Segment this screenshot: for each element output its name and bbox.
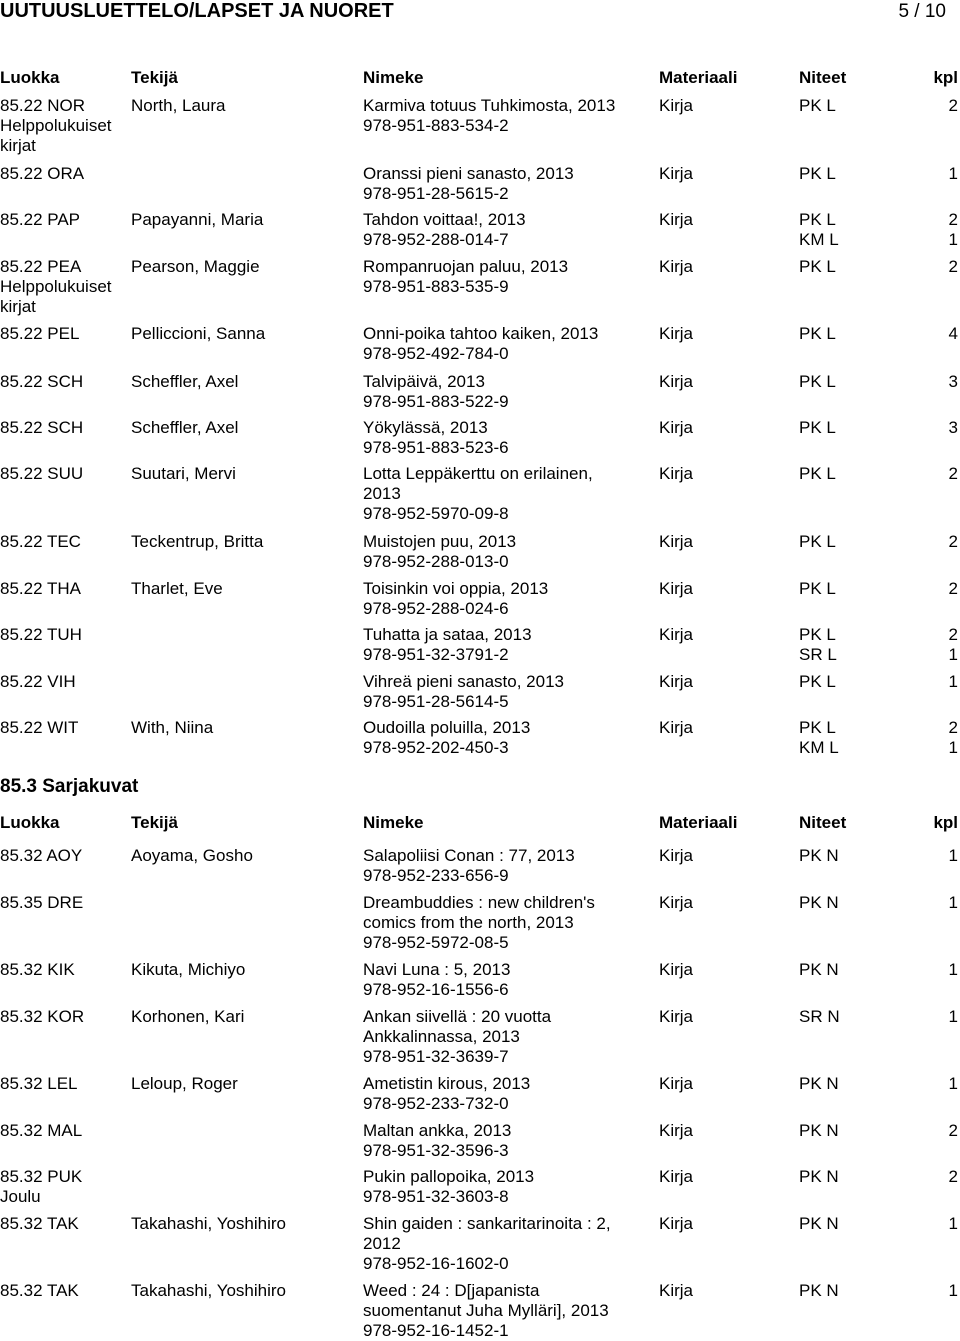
cell-nimeke [363,846,653,886]
cell-niteet [799,718,839,758]
cell-niteet [799,1281,839,1301]
cell-materiaali: Kirja [659,1007,694,1026]
nimeke-line: 978-951-32-3603-8 [363,1187,509,1206]
cell-luokka [0,1121,126,1141]
luokka-line: 85.32 TAK [0,1214,79,1233]
luokka-line: kirjat [0,297,36,316]
nimeke-line: 978-951-28-5614-5 [363,692,509,711]
luokka-line: 85.22 ORA [0,164,85,183]
cell-luokka [0,464,126,484]
cell-kpl [949,257,958,277]
niteet-line: PK N [799,1167,839,1186]
cell-kpl [949,625,958,665]
header-luokka: Luokka [0,813,60,832]
kpl-line: 3 [948,418,958,437]
luokka-line: 85.22 TUH [0,625,82,644]
luokka-line: 85.22 TEC [0,532,81,551]
cell-tekija: With, Niina [131,718,214,737]
cell-niteet [799,164,836,184]
cell-tekija: Korhonen, Kari [131,1007,245,1026]
cell-niteet [799,846,839,866]
cell-kpl [949,96,958,116]
nimeke-line: Vihreä pieni sanasto, 2013 [363,672,565,691]
niteet-line: PK N [799,1281,839,1300]
cell-tekija: Tharlet, Eve [131,579,223,598]
niteet-line: PK N [799,1214,839,1233]
luokka-line: 85.22 NOR [0,96,86,115]
kpl-line: 1 [948,230,958,249]
kpl-line: 1 [948,164,958,183]
luokka-line: 85.32 AOY [0,846,83,865]
cell-materiaali: Kirja [659,672,694,691]
luokka-line: 85.32 MAL [0,1121,83,1140]
cell-nimeke [363,532,653,572]
cell-materiaali: Kirja [659,1074,694,1093]
header-luokka: Luokka [0,68,60,87]
nimeke-line: Pukin pallopoika, 2013 [363,1167,535,1186]
kpl-line: 1 [948,1074,958,1093]
cell-materiaali: Kirja [659,532,694,551]
nimeke-line: Yökylässä, 2013 [363,418,488,437]
kpl-line: 1 [948,893,958,912]
cell-materiaali: Kirja [659,1121,694,1140]
cell-nimeke [363,718,653,758]
header-materiaali: Materiaali [659,813,738,832]
cell-materiaali: Kirja [659,625,694,644]
niteet-line: PK L [799,96,836,115]
column-header-row [0,813,960,833]
cell-luokka [0,1214,126,1234]
cell-nimeke [363,464,653,524]
luokka-line: Joulu [0,1187,41,1206]
cell-materiaali: Kirja [659,1167,694,1186]
cell-nimeke [363,1281,653,1341]
niteet-line: SR N [799,1007,840,1026]
cell-kpl [949,1214,958,1234]
cell-materiaali: Kirja [659,96,694,115]
cell-kpl [949,464,958,484]
nimeke-line: 978-951-28-5615-2 [363,184,509,203]
cell-niteet [799,324,836,344]
niteet-line: PK L [799,464,836,483]
cell-kpl [949,372,958,392]
cell-luokka [0,164,126,184]
nimeke-line: Lotta Leppäkerttu on erilainen, [363,464,593,483]
kpl-line: 2 [948,257,958,276]
nimeke-line: 978-952-288-013-0 [363,552,509,571]
niteet-line: KM L [799,230,839,249]
cell-nimeke [363,164,653,204]
kpl-line: 2 [948,464,958,483]
cell-materiaali: Kirja [659,324,694,343]
luokka-line: 85.22 SCH [0,372,84,391]
niteet-line: PK L [799,418,836,437]
cell-luokka [0,846,126,866]
nimeke-line: Oudoilla poluilla, 2013 [363,718,531,737]
cell-materiaali: Kirja [659,164,694,183]
cell-kpl [949,418,958,438]
cell-tekija: Aoyama, Gosho [131,846,253,865]
column-header-row [0,68,960,88]
nimeke-line: 978-951-883-535-9 [363,277,509,296]
header-tekija: Tekijä [131,813,178,832]
nimeke-line: Oranssi pieni sanasto, 2013 [363,164,574,183]
luokka-line: 85.22 SCH [0,418,84,437]
header-materiaali: Materiaali [659,68,738,87]
niteet-line: PK N [799,1121,839,1140]
luokka-line: 85.22 SUU [0,464,84,483]
nimeke-line: Salapoliisi Conan : 77, 2013 [363,846,575,865]
luokka-line: Helppolukuiset [0,277,112,296]
cell-materiaali: Kirja [659,464,694,483]
cell-niteet [799,1074,839,1094]
cell-nimeke [363,1121,653,1161]
header-nimeke: Nimeke [363,68,424,87]
page-title: UUTUUSLUETTELO/LAPSET JA NUORET [0,0,394,22]
cell-luokka [0,625,126,645]
cell-tekija: Teckentrup, Britta [131,532,264,551]
cell-materiaali: Kirja [659,372,694,391]
cell-materiaali: Kirja [659,579,694,598]
header-kpl: kpl [933,68,958,87]
kpl-line: 1 [948,1214,958,1233]
cell-tekija: Scheffler, Axel [131,418,239,437]
nimeke-line: Tahdon voittaa!, 2013 [363,210,526,229]
nimeke-line: Talvipäivä, 2013 [363,372,485,391]
nimeke-line: Dreambuddies : new children's [363,893,595,912]
cell-tekija: Kikuta, Michiyo [131,960,246,979]
cell-luokka [0,257,126,317]
nimeke-line: Ametistin kirous, 2013 [363,1074,531,1093]
niteet-line: PK L [799,257,836,276]
nimeke-line: 978-952-233-656-9 [363,866,509,885]
cell-materiaali: Kirja [659,418,694,437]
cell-nimeke [363,1007,653,1067]
page-number: 5 / 10 [898,1,946,22]
cell-materiaali: Kirja [659,1214,694,1233]
niteet-line: PK N [799,846,839,865]
niteet-line: PK L [799,718,836,737]
niteet-line: PK N [799,960,839,979]
cell-tekija: Leloup, Roger [131,1074,238,1093]
nimeke-line: 978-952-288-024-6 [363,599,509,618]
kpl-line: 1 [948,672,958,691]
nimeke-line: 978-952-492-784-0 [363,344,509,363]
luokka-line: 85.22 PEA [0,257,82,276]
kpl-line: 2 [948,532,958,551]
cell-materiaali: Kirja [659,960,694,979]
header-niteet: Niteet [799,68,847,87]
nimeke-line: 978-952-16-1556-6 [363,980,509,999]
cell-kpl [949,1121,958,1141]
cell-kpl [949,960,958,980]
luokka-line: 85.22 PEL [0,324,80,343]
nimeke-line: Toisinkin voi oppia, 2013 [363,579,549,598]
cell-nimeke [363,579,653,619]
cell-kpl [949,324,958,344]
cell-niteet [799,532,836,552]
cell-tekija: Suutari, Mervi [131,464,236,483]
cell-niteet [799,1167,839,1187]
cell-nimeke [363,210,653,250]
cell-luokka [0,418,126,438]
cell-niteet [799,96,836,116]
luokka-line: 85.32 PUK [0,1167,83,1186]
niteet-line: PK L [799,164,836,183]
cell-nimeke [363,893,653,953]
nimeke-line: Weed : 24 : D[japanista [363,1281,540,1300]
cell-materiaali: Kirja [659,257,694,276]
nimeke-line: 978-952-202-450-3 [363,738,509,757]
kpl-line: 1 [948,1281,958,1300]
cell-luokka [0,579,126,599]
cell-kpl [949,532,958,552]
nimeke-line: suomentanut Juha Mylläri], 2013 [363,1301,609,1320]
nimeke-line: 978-952-16-1452-1 [363,1321,509,1340]
niteet-line: PK N [799,1074,839,1093]
cell-luokka [0,210,126,230]
cell-niteet [799,1214,839,1234]
cell-luokka [0,532,126,552]
kpl-line: 1 [948,960,958,979]
nimeke-line: 2012 [363,1234,401,1253]
section-title: 85.3 Sarjakuvat [0,776,139,797]
header-kpl: kpl [933,813,958,832]
niteet-line: PK L [799,324,836,343]
luokka-line: 85.22 VIH [0,672,76,691]
cell-niteet [799,893,839,913]
nimeke-line: Ankan siivellä : 20 vuotta [363,1007,552,1026]
nimeke-line: comics from the north, 2013 [363,913,574,932]
cell-nimeke [363,257,653,297]
nimeke-line: Navi Luna : 5, 2013 [363,960,511,979]
luokka-line: 85.35 DRE [0,893,84,912]
cell-tekija: Scheffler, Axel [131,372,239,391]
nimeke-line: Muistojen puu, 2013 [363,532,517,551]
header-tekija: Tekijä [131,68,178,87]
cell-materiaali: Kirja [659,1281,694,1300]
nimeke-line: 978-952-233-732-0 [363,1094,509,1113]
cell-kpl [949,210,958,250]
kpl-line: 2 [948,625,958,644]
kpl-line: 3 [948,372,958,391]
nimeke-line: 978-951-32-3596-3 [363,1141,509,1160]
niteet-line: PK L [799,372,836,391]
header-nimeke: Nimeke [363,813,424,832]
cell-niteet [799,625,837,665]
cell-niteet [799,210,839,250]
nimeke-line: 978-952-16-1602-0 [363,1254,509,1273]
nimeke-line: Maltan ankka, 2013 [363,1121,512,1140]
cell-luokka [0,1074,126,1094]
cell-nimeke [363,96,653,136]
cell-materiaali: Kirja [659,846,694,865]
kpl-line: 2 [948,210,958,229]
kpl-line: 1 [948,1007,958,1026]
cell-niteet [799,257,836,277]
niteet-line: KM L [799,738,839,757]
nimeke-line: 978-951-32-3639-7 [363,1047,509,1066]
luokka-line: 85.22 THA [0,579,81,598]
cell-nimeke [363,418,653,458]
kpl-line: 2 [948,1121,958,1140]
cell-niteet [799,672,836,692]
cell-luokka [0,718,126,738]
nimeke-line: 978-951-883-534-2 [363,116,509,135]
cell-nimeke [363,625,653,665]
kpl-line: 1 [948,738,958,757]
cell-materiaali: Kirja [659,893,694,912]
cell-luokka [0,1281,126,1301]
luokka-line: 85.32 KOR [0,1007,85,1026]
nimeke-line: 978-952-288-014-7 [363,230,509,249]
niteet-line: PK L [799,579,836,598]
cell-tekija: Papayanni, Maria [131,210,264,229]
cell-niteet [799,464,836,484]
cell-kpl [949,1281,958,1301]
cell-tekija: North, Laura [131,96,226,115]
cell-kpl [949,672,958,692]
cell-kpl [949,846,958,866]
cell-tekija: Takahashi, Yoshihiro [131,1281,287,1300]
kpl-line: 2 [948,579,958,598]
cell-luokka [0,372,126,392]
cell-nimeke [363,672,653,712]
cell-tekija: Pelliccioni, Sanna [131,324,266,343]
cell-nimeke [363,324,653,364]
kpl-line: 4 [948,324,958,343]
niteet-line: SR L [799,645,837,664]
cell-luokka [0,960,126,980]
cell-kpl [949,893,958,913]
cell-luokka [0,893,126,913]
cell-niteet [799,960,839,980]
cell-kpl [949,718,958,758]
luokka-line: 85.22 WIT [0,718,79,737]
cell-luokka [0,1167,126,1207]
nimeke-line: 978-952-5970-09-8 [363,504,509,523]
luokka-line: 85.32 LEL [0,1074,78,1093]
cell-luokka [0,1007,126,1027]
header-niteet: Niteet [799,813,847,832]
nimeke-line: Rompanruojan paluu, 2013 [363,257,569,276]
cell-kpl [949,164,958,184]
kpl-line: 1 [948,645,958,664]
nimeke-line: 978-952-5972-08-5 [363,933,509,952]
nimeke-line: Shin gaiden : sankaritarinoita : 2, [363,1214,611,1233]
cell-niteet [799,418,836,438]
cell-luokka [0,96,126,156]
nimeke-line: Karmiva totuus Tuhkimosta, 2013 [363,96,616,115]
cell-tekija: Takahashi, Yoshihiro [131,1214,287,1233]
niteet-line: PK L [799,625,836,644]
niteet-line: PK L [799,210,836,229]
cell-niteet [799,1121,839,1141]
nimeke-line: 978-951-883-523-6 [363,438,509,457]
cell-nimeke [363,1214,653,1274]
kpl-line: 2 [948,1167,958,1186]
nimeke-line: Onni-poika tahtoo kaiken, 2013 [363,324,599,343]
nimeke-line: Tuhatta ja sataa, 2013 [363,625,532,644]
niteet-line: PK L [799,532,836,551]
cell-nimeke [363,1167,653,1207]
nimeke-line: Ankkalinnassa, 2013 [363,1027,520,1046]
cell-luokka [0,672,126,692]
kpl-line: 2 [948,96,958,115]
nimeke-line: 978-951-32-3791-2 [363,645,509,664]
luokka-line: 85.22 PAP [0,210,81,229]
cell-tekija: Pearson, Maggie [131,257,260,276]
cell-luokka [0,324,126,344]
luokka-line: Helppolukuiset [0,116,112,135]
niteet-line: PK N [799,893,839,912]
cell-kpl [949,579,958,599]
luokka-line: kirjat [0,136,36,155]
nimeke-line: 2013 [363,484,401,503]
niteet-line: PK L [799,672,836,691]
cell-nimeke [363,960,653,1000]
luokka-line: 85.32 TAK [0,1281,79,1300]
cell-niteet [799,579,836,599]
cell-kpl [949,1007,958,1027]
kpl-line: 1 [948,846,958,865]
cell-nimeke [363,372,653,412]
nimeke-line: 978-951-883-522-9 [363,392,509,411]
cell-nimeke [363,1074,653,1114]
cell-materiaali: Kirja [659,718,694,737]
cell-niteet [799,372,836,392]
luokka-line: 85.32 KIK [0,960,75,979]
cell-materiaali: Kirja [659,210,694,229]
kpl-line: 2 [948,718,958,737]
cell-kpl [949,1167,958,1187]
cell-kpl [949,1074,958,1094]
cell-niteet [799,1007,840,1027]
